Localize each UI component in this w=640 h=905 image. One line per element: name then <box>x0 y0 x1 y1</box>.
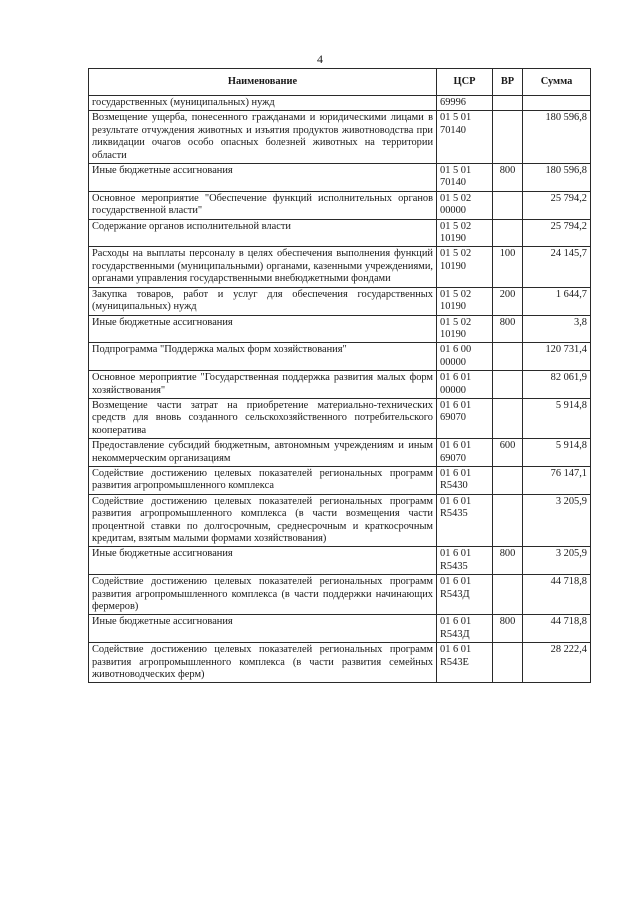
row-sum: 28 222,4 <box>523 643 591 683</box>
row-vr: 200 <box>493 287 523 315</box>
row-vr <box>493 643 523 683</box>
row-vr <box>493 96 523 111</box>
table-row <box>89 96 591 111</box>
row-vr: 800 <box>493 547 523 575</box>
row-vr <box>493 219 523 247</box>
row-vr <box>493 466 523 494</box>
row-csr: 01 5 02 10190 <box>437 287 493 315</box>
row-vr: 800 <box>493 315 523 343</box>
row-csr: 01 6 01 R543Д <box>437 615 493 643</box>
row-csr: 01 5 02 00000 <box>437 191 493 219</box>
table-row <box>89 494 591 547</box>
row-sum: 180 596,8 <box>523 164 591 192</box>
row-csr: 01 6 01 00000 <box>437 371 493 399</box>
row-name: Иные бюджетные ассигнования <box>89 615 437 643</box>
row-name: государственных (муниципальных) нужд <box>89 96 437 111</box>
row-csr: 01 6 01 R543Е <box>437 643 493 683</box>
table-row <box>89 371 591 399</box>
row-sum: 76 147,1 <box>523 466 591 494</box>
row-sum: 44 718,8 <box>523 615 591 643</box>
table-header-row <box>89 69 591 96</box>
header-name: Наименование <box>89 69 437 96</box>
row-csr: 01 5 02 10190 <box>437 247 493 287</box>
row-csr: 01 5 01 70140 <box>437 111 493 164</box>
page-number: 4 <box>317 52 323 66</box>
row-csr: 01 6 01 69070 <box>437 398 493 438</box>
row-csr: 01 5 02 10190 <box>437 219 493 247</box>
table-row <box>89 575 591 615</box>
budget-table <box>88 68 591 683</box>
row-csr: 01 6 01 R543Д <box>437 575 493 615</box>
row-vr: 800 <box>493 164 523 192</box>
row-name: Содействие достижению целевых показателей региональных программ развития агропромышленного комплекса (в части развития семейных животноводческих ферм) <box>89 643 437 683</box>
row-sum: 25 794,2 <box>523 219 591 247</box>
row-sum: 25 794,2 <box>523 191 591 219</box>
table-row <box>89 247 591 287</box>
row-csr: 01 6 00 00000 <box>437 343 493 371</box>
row-vr <box>493 494 523 547</box>
header-sum: Сумма <box>523 69 591 96</box>
row-sum: 1 644,7 <box>523 287 591 315</box>
row-name: Иные бюджетные ассигнования <box>89 164 437 192</box>
row-sum: 82 061,9 <box>523 371 591 399</box>
row-vr: 800 <box>493 615 523 643</box>
row-sum: 44 718,8 <box>523 575 591 615</box>
row-sum: 3 205,9 <box>523 494 591 547</box>
table-row <box>89 615 591 643</box>
row-vr <box>493 111 523 164</box>
table-row <box>89 466 591 494</box>
row-sum: 5 914,8 <box>523 398 591 438</box>
table-row <box>89 287 591 315</box>
row-vr: 100 <box>493 247 523 287</box>
row-name: Возмещение ущерба, понесенного гражданами и юридическими лицами в результате отчуждения животных и изъятия продуктов животноводства при ликвидации очагов особо опасных болезней животных на территории области <box>89 111 437 164</box>
table-row <box>89 219 591 247</box>
row-sum: 5 914,8 <box>523 439 591 467</box>
table-row <box>89 191 591 219</box>
row-sum: 180 596,8 <box>523 111 591 164</box>
row-name: Предоставление субсидий бюджетным, автономным учреждениям и иным некоммерческим организациям <box>89 439 437 467</box>
row-name: Иные бюджетные ассигнования <box>89 315 437 343</box>
row-vr <box>493 371 523 399</box>
table-row <box>89 315 591 343</box>
table-row <box>89 643 591 683</box>
row-csr: 01 6 01 R5435 <box>437 547 493 575</box>
row-sum: 3,8 <box>523 315 591 343</box>
row-csr: 01 6 01 69070 <box>437 439 493 467</box>
row-name: Расходы на выплаты персоналу в целях обеспечения выполнения функций государственными (муниципальными) органами, казенными учреждениями, органами управления государственными внебюджетными фондами <box>89 247 437 287</box>
row-name: Содействие достижению целевых показателей региональных программ развития агропромышленного комплекса (в части поддержки начинающих фермеров) <box>89 575 437 615</box>
row-name: Возмещение части затрат на приобретение материально-технических средств для вновь созданного сельскохозяйственного потребительского кооператива <box>89 398 437 438</box>
table-row <box>89 398 591 438</box>
row-name: Содействие достижению целевых показателей региональных программ развития агропромышленного комплекса <box>89 466 437 494</box>
row-csr: 01 6 01 R5435 <box>437 494 493 547</box>
row-csr: 01 5 02 10190 <box>437 315 493 343</box>
table-row <box>89 547 591 575</box>
row-sum: 24 145,7 <box>523 247 591 287</box>
row-name: Содействие достижению целевых показателей региональных программ развития агропромышленного комплекса (в части возмещения части процентной ставки по долгосрочным, среднесрочным и краткосрочным кредитам, взятым малыми формами хозяйствования) <box>89 494 437 547</box>
row-name: Основное мероприятие "Обеспечение функций исполнительных органов государственной власти" <box>89 191 437 219</box>
table-row <box>89 343 591 371</box>
row-name: Закупка товаров, работ и услуг для обеспечения государственных (муниципальных) нужд <box>89 287 437 315</box>
row-sum: 3 205,9 <box>523 547 591 575</box>
row-vr <box>493 343 523 371</box>
table-row <box>89 111 591 164</box>
row-csr: 01 5 01 70140 <box>437 164 493 192</box>
row-name: Иные бюджетные ассигнования <box>89 547 437 575</box>
row-name: Содержание органов исполнительной власти <box>89 219 437 247</box>
row-sum <box>523 96 591 111</box>
table-row <box>89 439 591 467</box>
row-csr: 69996 <box>437 96 493 111</box>
row-vr <box>493 398 523 438</box>
row-sum: 120 731,4 <box>523 343 591 371</box>
row-vr: 600 <box>493 439 523 467</box>
row-csr: 01 6 01 R5430 <box>437 466 493 494</box>
row-vr <box>493 191 523 219</box>
row-name: Основное мероприятие "Государственная поддержка развития малых форм хозяйствования" <box>89 371 437 399</box>
header-vr: ВР <box>493 69 523 96</box>
row-vr <box>493 575 523 615</box>
header-csr: ЦСР <box>437 69 493 96</box>
table-row <box>89 164 591 192</box>
row-name: Подпрограмма "Поддержка малых форм хозяйствования" <box>89 343 437 371</box>
